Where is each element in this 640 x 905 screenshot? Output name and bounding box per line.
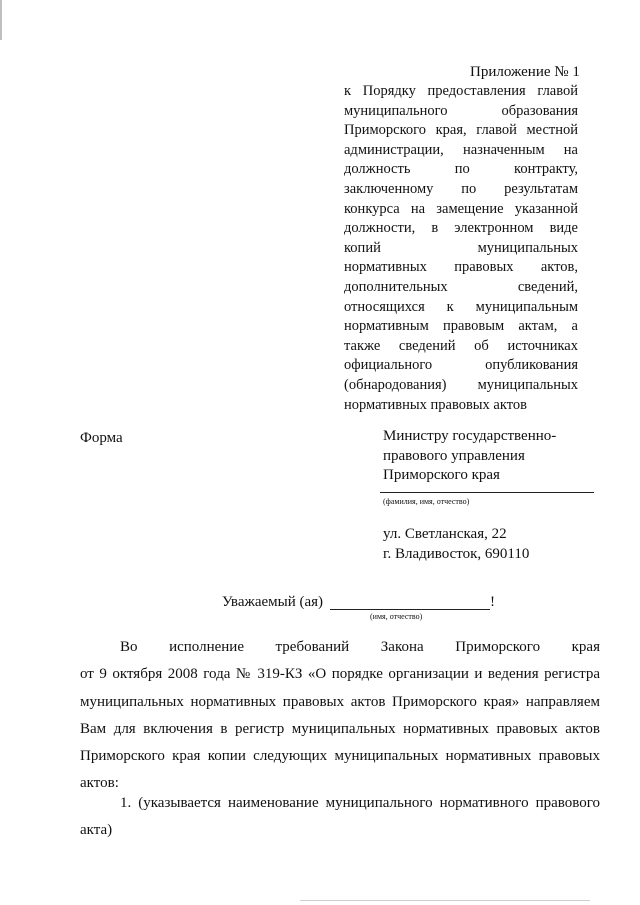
appendix-line: должность по контракту,	[344, 161, 578, 178]
form-label: Форма	[80, 430, 123, 446]
scan-bottom-line	[300, 900, 590, 901]
appendix-line: нормативных правовых актов,	[344, 259, 578, 276]
body-line: Вам для включения в регистр муниципальных нормативных правовых актов	[80, 720, 600, 737]
greeting-underline	[330, 609, 490, 610]
body-line: от 9 октября 2008 года № 319-КЗ «О порядке организации и ведения регистра	[80, 666, 600, 683]
greeting-exclamation: !	[490, 594, 495, 610]
fio-hint: (фамилия, имя, отчество)	[383, 497, 470, 506]
scan-edge-mark	[0, 0, 2, 40]
list-item-line: акта)	[80, 822, 113, 839]
list-item	[80, 790, 600, 845]
appendix-line: должности, в электронном виде	[344, 220, 578, 237]
appendix-line: к Порядку предоставления главой	[344, 83, 578, 99]
addressee-block	[383, 427, 603, 486]
addressee-line: Приморского края	[383, 467, 500, 483]
body-paragraph	[80, 634, 600, 798]
body-line: Приморского края копии следующих муниципальных нормативных правовых	[80, 748, 600, 765]
appendix-line: дополнительных сведений,	[344, 278, 578, 295]
appendix-description	[344, 82, 578, 415]
addressee-line: правового управления	[383, 447, 525, 464]
body-line: Во исполнение требований Закона Приморского края	[120, 639, 600, 655]
fio-underline	[380, 492, 594, 493]
address-city: г. Владивосток, 690110	[383, 546, 530, 562]
addressee-line: Министру государственно-	[383, 428, 557, 444]
body-line: муниципальных нормативных правовых актов Приморского края» направляем	[80, 693, 600, 710]
appendix-line: относящихся к муниципальным	[344, 298, 578, 315]
appendix-line: копий муниципальных	[344, 239, 578, 256]
appendix-line: нормативных правовых актов	[344, 396, 527, 413]
appendix-line: администрации, назначенным на	[344, 141, 578, 158]
appendix-line: также сведений об источниках	[344, 337, 578, 354]
appendix-line: муниципального образования	[344, 102, 578, 119]
greeting-hint: (имя, отчество)	[370, 612, 423, 621]
address-street: ул. Светланская, 22	[383, 526, 507, 542]
appendix-line: конкурса на замещение указанной	[344, 200, 578, 217]
appendix-line: официального опубликования	[344, 357, 578, 374]
list-item-line: 1. (указывается наименование муниципального нормативного правового	[120, 795, 600, 811]
body-line: актов:	[80, 775, 119, 792]
appendix-line: нормативным правовым актам, а	[344, 318, 578, 335]
appendix-line: заключенному по результатам	[344, 180, 578, 197]
appendix-title: Приложение № 1	[470, 64, 580, 80]
address-block	[383, 524, 529, 564]
greeting-text: Уважаемый (ая)	[222, 594, 324, 610]
appendix-line: Приморского края, главой местной	[344, 122, 578, 139]
appendix-line: (обнародования) муниципальных	[344, 376, 578, 393]
